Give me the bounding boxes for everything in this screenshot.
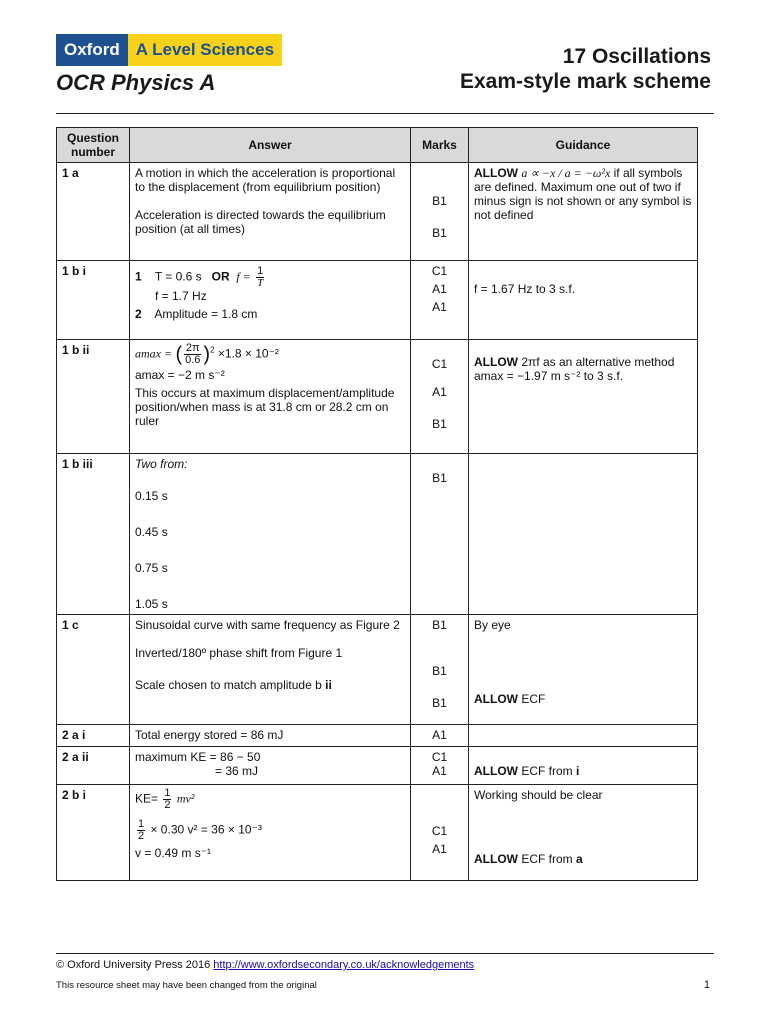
fraction-numerator: 2π xyxy=(185,342,200,354)
part-reference: ii xyxy=(325,678,332,692)
table-row xyxy=(57,785,698,881)
table-row xyxy=(57,615,698,725)
answer-text: Inverted/180º phase shift from Figure 1 xyxy=(135,646,343,660)
footer-note: This resource sheet may have been changed from the original xyxy=(56,980,317,991)
header-divider xyxy=(56,113,714,114)
footer-divider xyxy=(56,953,714,954)
subject-title: OCR Physics A xyxy=(56,70,216,95)
acknowledgements-link[interactable]: http://www.oxfordsecondary.co.uk/acknowledgements xyxy=(213,959,475,971)
answer-cell xyxy=(130,785,411,881)
mark: B1 xyxy=(432,664,447,678)
marks-cell xyxy=(411,615,469,725)
answer-line xyxy=(135,819,405,842)
velocity-value: v = 0.49 m s⁻¹ xyxy=(135,846,212,860)
mark: A1 xyxy=(432,842,447,856)
ke-label: KE= xyxy=(135,791,159,806)
answer-text: This occurs at maximum displacement/amplitude position/when mass is at 31.8 cm or 28.2 cm on ruler xyxy=(135,386,395,428)
allow-keyword: ALLOW xyxy=(474,692,518,706)
answer-line xyxy=(135,678,405,692)
guidance-cell xyxy=(469,340,698,454)
guidance-text: if all symbols are defined. Maximum one out of two if minus sign is not shown or any symbol is not defined xyxy=(474,166,692,222)
mark: B1 xyxy=(432,417,447,431)
answer-text: Acceleration is directed towards the equilibrium position (at all times) xyxy=(135,208,386,236)
marks-cell xyxy=(411,261,469,340)
time-value: 1.05 s xyxy=(135,597,168,611)
ke-expression: mv² xyxy=(176,791,195,806)
fraction-numerator: 1 xyxy=(138,818,145,830)
mark: A1 xyxy=(411,725,469,747)
header-answer: Answer xyxy=(130,128,411,163)
table-row xyxy=(57,747,698,785)
document-title: Exam-style mark scheme xyxy=(460,70,711,93)
mark: A1 xyxy=(432,764,447,778)
answer-intro: Two from: xyxy=(135,457,188,471)
oxford-logo xyxy=(56,34,282,66)
guidance-text: ECF from xyxy=(521,852,573,866)
answer-cell xyxy=(130,454,411,615)
header-question: Question number xyxy=(57,128,130,163)
question-number: 1 a xyxy=(57,163,130,261)
guidance-cell xyxy=(469,747,698,785)
page-number: 1 xyxy=(703,979,710,991)
table-row xyxy=(57,340,698,454)
answer-line: amax = ( $\frac{2\pi}{0.6}$ )$^2$ ×1.8 × 10⁻² xyxy=(135,342,279,366)
allow-keyword: ALLOW xyxy=(474,355,518,369)
answer-line xyxy=(135,266,405,289)
time-value: 0.75 s xyxy=(135,561,168,575)
footer-copyright-line xyxy=(56,959,474,971)
allow-keyword: ALLOW xyxy=(474,852,518,866)
table-row xyxy=(57,261,698,340)
fraction xyxy=(256,266,264,289)
fraction-denominator: 2 xyxy=(164,799,171,811)
guidance-text: ECF xyxy=(521,692,546,706)
answer-cell xyxy=(130,163,411,261)
mark: B1 xyxy=(432,226,447,240)
allow-keyword: ALLOW xyxy=(474,764,518,778)
fraction xyxy=(137,819,145,842)
answer-cell xyxy=(130,747,411,785)
guidance-cell xyxy=(469,615,698,725)
fraction-denominator: 2 xyxy=(138,830,145,842)
marks-cell xyxy=(411,747,469,785)
amax-label: amax = xyxy=(135,346,173,361)
answer-text: = 36 mJ xyxy=(215,764,259,778)
table-row xyxy=(57,725,698,747)
mark: C1 xyxy=(431,824,448,838)
mark: B1 xyxy=(432,618,447,632)
guidance-line xyxy=(474,852,692,866)
mark: A1 xyxy=(432,385,447,399)
guidance-cell xyxy=(469,261,698,340)
answer-line xyxy=(135,788,405,811)
answer-cell xyxy=(130,340,411,454)
part-number: 2 xyxy=(135,307,142,321)
answer-cell xyxy=(130,615,411,725)
answer-line xyxy=(135,307,405,321)
question-number: 1 b i xyxy=(57,261,130,340)
expression-rest: ×1.8 × 10⁻² xyxy=(217,346,279,361)
guidance-text: f = 1.67 Hz to 3 s.f. xyxy=(474,282,576,296)
part-number: 1 xyxy=(135,269,142,284)
answer-cell xyxy=(130,261,411,340)
time-value: 0.45 s xyxy=(135,525,168,539)
answer-text: Scale chosen to match amplitude b xyxy=(135,678,322,692)
power: 2 xyxy=(210,345,215,355)
guidance-cell xyxy=(469,454,698,615)
answer-text: Total energy stored = 86 mJ xyxy=(130,725,411,747)
question-number: 2 b i xyxy=(57,785,130,881)
fraction xyxy=(184,343,201,366)
question-number: 1 b ii xyxy=(57,340,130,454)
header-guidance: Guidance xyxy=(469,128,698,163)
fraction-denominator: 0.6 xyxy=(185,354,201,366)
guidance-text: By eye xyxy=(474,618,511,632)
guidance-cell xyxy=(469,163,698,261)
header-marks: Marks xyxy=(411,128,469,163)
guidance-formula: a ∝ −x / a = −ω²x xyxy=(521,166,611,180)
fraction-numerator: 1 xyxy=(164,787,171,799)
mark: C1 xyxy=(431,750,448,764)
guidance-cell xyxy=(469,725,698,747)
fraction xyxy=(163,788,171,811)
mark: B1 xyxy=(432,194,447,208)
mark: A1 xyxy=(432,300,447,314)
amplitude-text: Amplitude = 1.8 cm xyxy=(154,307,258,321)
question-number: 2 a ii xyxy=(57,747,130,785)
mark: A1 xyxy=(432,282,447,296)
marks-cell xyxy=(411,454,469,615)
or-keyword: OR xyxy=(211,269,230,284)
answer-text: Sinusoidal curve with same frequency as Figure 2 xyxy=(135,618,400,632)
table-row xyxy=(57,163,698,261)
answer-text: maximum KE = 86 − 50 xyxy=(135,750,261,764)
answer-text: A motion in which the acceleration is proportional to the displacement (from equilibrium position) xyxy=(135,166,396,194)
guidance-cell xyxy=(469,785,698,881)
allow-keyword: ALLOW xyxy=(474,166,518,180)
equation-text: × 0.30 v² = 36 × 10⁻³ xyxy=(150,822,262,837)
chapter-title: 17 Oscillations xyxy=(562,45,711,68)
guidance-line xyxy=(474,692,692,706)
guidance-text: ECF from xyxy=(521,764,573,778)
guidance-text: amax = −1.97 m s⁻² to 3 s.f. xyxy=(474,369,624,383)
time-value: 0.15 s xyxy=(135,489,168,503)
marks-cell xyxy=(411,340,469,454)
amax-value: amax = −2 m s⁻² xyxy=(135,368,225,382)
guidance-text: Working should be clear xyxy=(474,788,603,802)
table-row xyxy=(57,454,698,615)
fraction-numerator: 1 xyxy=(257,265,264,277)
mark-scheme-table xyxy=(56,127,698,881)
mark: C1 xyxy=(431,357,448,371)
question-number: 2 a i xyxy=(57,725,130,747)
mark: B1 xyxy=(432,471,447,485)
part-reference: a xyxy=(576,852,583,866)
guidance-text: 2πf as an alternative method xyxy=(521,355,675,369)
marks-cell xyxy=(411,785,469,881)
question-number: 1 b iii xyxy=(57,454,130,615)
logo-series: A Level Sciences xyxy=(128,34,282,66)
period-equation: T = 0.6 s xyxy=(154,269,202,284)
frequency-value: f = 1.7 Hz xyxy=(155,289,207,303)
question-number: 1 c xyxy=(57,615,130,725)
part-reference: i xyxy=(576,764,580,778)
fraction-denominator: T xyxy=(257,277,264,289)
frequency-label: f = xyxy=(236,269,251,284)
copyright-text: © Oxford University Press 2016 xyxy=(56,959,211,971)
logo-brand: Oxford xyxy=(56,34,128,66)
marks-cell xyxy=(411,163,469,261)
mark: C1 xyxy=(431,264,448,278)
mark: B1 xyxy=(432,696,447,710)
table-header-row xyxy=(57,128,698,163)
